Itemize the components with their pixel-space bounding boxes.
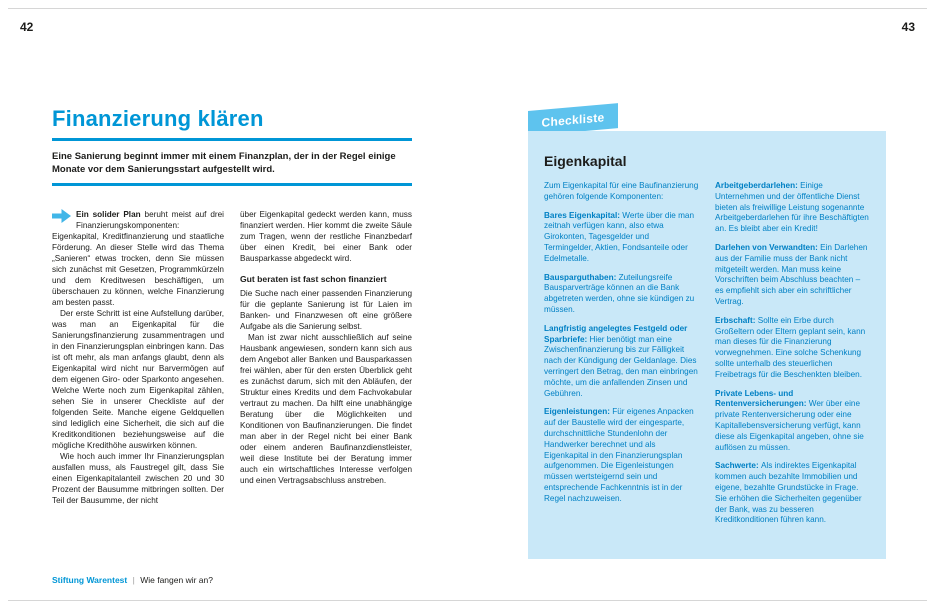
checklist-item: Zum Eigenkapital für eine Baufinanzierung gehören folgende Komponenten: — [544, 181, 699, 201]
checklist-item: Erbschaft: Sollte ein Erbe durch Großeltern oder Eltern geplant sein, kann man dieses für die Finanzierung vorwegnehmen. Eine solche Schenkung sollte unterhalb des steuerlichen Freibetrags für die Beschenkten bleiben. — [715, 315, 866, 379]
paragraph-text: beruht meist auf drei Finanzierungskomponenten: Eigenkapital, Kreditfinanzierung und staatliche Förderung. An dieser Stelle wird das Thema „Sanieren“ etwas trocken, denn Sie müssen sich zunächst mit Gesetzen, Programmkürzeln und dem Kreditwesen beschäftigen, um überschauen zu können, welche Finanzierung am besten passt. — [52, 210, 224, 307]
standfirst-rule — [52, 183, 412, 186]
page-border-top — [8, 8, 927, 9]
footer-chapter-title: Wie fangen wir an? — [140, 575, 213, 585]
checklist-item: Sachwerte: Als indirektes Eigenkapital kommen auch bezahlte Immobilien und eigene, bezahlte Grundstücke in Frage. Sie erhöhen die Sicherheiten gegenüber der Bank, was zu besseren Kreditkonditionen führen kann. — [715, 461, 862, 525]
page-number-left: 42 — [20, 20, 34, 34]
paragraph: Wie hoch auch immer Ihr Finanzierungsplan ausfallen muss, als Faustregel gilt, dass Sie einen Eigenkapitalanteil zwischen 20 und 30 Prozent der Bausumme mitbringen sollten. Der Teil der Bausumme, der nicht — [52, 452, 224, 505]
subheading: Gut beraten ist fast schon finanziert — [240, 274, 387, 284]
checklist-item: Bausparguthaben: Zuteilungsreife Bausparverträge können an die Bank abgetreten werden, ohne sie kündigen zu müssen. — [544, 272, 695, 314]
checklist-item: Bares Eigenkapital: Werte über die man zeitnah verfügen kann, also etwa Girokonten, Tagesgelder und Termingelder, Aktien, Fondsanteile oder Edelmetalle. — [544, 210, 695, 263]
checklist-item: Private Lebens- und Rentenversicherungen: Wer über eine private Rentenversicherung oder eine Kapitallebensversicherung verfügt, kann diese als Eigenkapital angeben, ohne sie auflösen zu müssen. — [715, 388, 864, 452]
page-footer — [52, 575, 213, 585]
checklist-item: Darlehen von Verwandten: Ein Darlehen aus der Familie muss der Bank nicht mitgeteilt werden. Man muss keine Vorschriften beim Abschluss beachten – es empfiehlt sich aber ein schriftlicher Vertrag. — [715, 242, 868, 306]
checklist-columns — [544, 181, 870, 534]
checklist-title: Eigenkapital — [544, 153, 627, 169]
checklist-tab: Checkliste — [528, 103, 618, 136]
footer-divider: | — [132, 575, 135, 585]
article-standfirst: Eine Sanierung beginnt immer mit einem Finanzplan, der in der Regel einige Monate vor dem Sanierungsstart aufgestellt wird. — [52, 151, 396, 175]
paragraph-lead: Ein solider Plan — [76, 210, 145, 219]
checklist-item: Eigenleistungen: Für eigenes Anpacken auf der Baustelle wird der eingesparte, durchschnittliche Stundenlohn der Handwerker berechnet und als Eigenkapital in den Finanzierungsplan aufgenommen. Die Eigenleistungen müssen wertsteigernd sein und entsprechende Fachkenntnis ist in der Regel nachzuweisen. — [544, 407, 694, 503]
checklist-column-2 — [715, 181, 870, 534]
page-number-right: 43 — [901, 20, 915, 34]
title-rule — [52, 138, 412, 141]
checklist-column-1 — [544, 181, 699, 534]
paragraph: Der erste Schritt ist eine Aufstellung darüber, was man an Eigenkapital für die Sanierungsfinanzierung zusammentragen und in den Finanzierungsplan einbringen kann. Das ist oft mehr, als man anfangs glaubt, denn als Eigenkapital wird nicht nur Barvermögen auf dem eigenen Giro- oder Sparkonto angesehen. Welche Werte noch zum Eigenkapital zählen, sehen Sie in unserer Checkliste auf der folgenden Seite. Manche eigene Geldquellen sind lediglich eine Sicherheit, die sich auf die Kreditkonditionen beziehungsweise auf die mögliche Kredithöhe auswirken können. — [52, 309, 224, 450]
body-column-1 — [52, 209, 224, 506]
checklist-item: Arbeitgeberdarlehen: Einige Unternehmen und der öffentliche Dienst bieten als freiwillige Leistung sogenannte Arbeitgeberdarlehen für ihre Beschäftigten an. Es bleibt aber ein Kredit! — [715, 181, 869, 234]
paragraph: Die Suche nach einer passenden Finanzierung für die geplante Sanierung ist für Laien im Banken- und Finanzwesen oft eine größere Aufgabe als die Sanierung selbst. — [240, 289, 412, 331]
article-body — [52, 209, 412, 506]
checklist-box — [528, 131, 886, 559]
paragraph — [52, 209, 224, 308]
paragraph: Man ist zwar nicht ausschließlich auf seine Hausbank angewiesen, sondern kann sich aus dem Angebot aller Banken und Bausparkassen frei wählen, aber für den ersten Überblick geht es zunächst darum, sich mit den Abläufen, der Struktur eines Kredits und dem Fachvokabular vertraut zu machen. Da hilft eine unabhängige Beratung über die Möglichkeiten und Konditionen von Baufinanzierungen. Die findet man aber in der Regel nicht bei einer Bank oder einem anderen Baufinanzdienstleister, weil diese Institute bei der Beratung immer auch ein wirtschaftliches Interesse verfolgen und einen Vertragsabschluss anstreben. — [240, 333, 412, 485]
page-border-bottom — [8, 600, 927, 601]
paragraph: über Eigenkapital gedeckt werden kann, muss finanziert werden. Hier kommt die zweite Säule zum Tragen, wenn der restliche Finanzbedarf über einen Kredit, bei einer Bank oder Bausparkasse abgedeckt wird. — [240, 210, 412, 263]
article — [52, 106, 412, 506]
checklist-item: Langfristig angelegtes Festgeld oder Sparbriefe: Hier benötigt man eine Zwischenfinanzierung bis zur Fälligkeit nach der Kündigung der Geldanlage. Dies verringert den Betrag, den man einbringen möchte, um die anfallenden Zinsen und Gebühren. — [544, 323, 698, 398]
footer-brand: Stiftung Warentest — [52, 575, 128, 585]
body-column-2 — [240, 209, 412, 506]
article-title: Finanzierung klären — [52, 106, 264, 131]
arrow-right-icon — [52, 209, 71, 223]
